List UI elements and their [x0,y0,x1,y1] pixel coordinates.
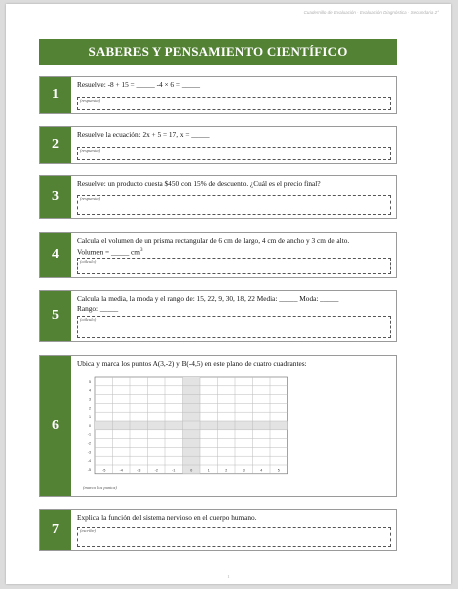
question-6 [39,355,397,497]
answer-box[interactable]: (cálculo) [77,258,391,274]
x-tick-label: -1 [172,468,176,473]
question-number: 5 [40,291,71,341]
y-tick-label: -5 [87,467,91,472]
coordinate-plane[interactable] [83,375,293,483]
y-tick-label: 0 [89,423,91,428]
question-4 [39,232,397,278]
question-text: Resuelve: un producto cuesta $450 con 15% de descuento. ¿Cuál es el precio final? [77,179,321,188]
x-axis-band [95,421,288,430]
x-tick-label: 1 [207,468,210,473]
question-number: 3 [40,176,71,218]
x-tick-label: 0 [190,468,193,473]
question-3 [39,175,397,219]
question-text-line2: Volumen = _____ $cm^3$ [77,247,143,257]
question-text: Explica la función del sistema nervioso en el cuerpo humano. [77,513,257,522]
x-tick-label: 4 [260,468,263,473]
y-tick-label: 4 [89,388,91,393]
answer-box[interactable]: (cálculo) [77,316,391,338]
y-tick-label: 5 [89,379,91,384]
question-7 [39,509,397,551]
header-note: Cuadernillo de Evaluación · Evaluación Diagnóstica · Secundaria 2° [303,10,439,15]
y-tick-label: 2 [89,406,91,411]
question-number: 2 [40,127,71,163]
question-text: Calcula la media, la moda y el rango de: 15, 22, 9, 30, 18, 22 Media: _____ Moda: _____ [77,294,339,303]
y-tick-label: -2 [87,441,91,446]
question-text: Ubica y marca los puntos A(3,-2) y B(-4,5) en este plano de cuatro cuadrantes: [77,359,307,368]
question-number: 1 [40,77,71,113]
answer-box[interactable]: (respuesta) [77,195,391,215]
y-tick-label: -3 [87,450,91,455]
section-title: SABERES Y PENSAMIENTO CIENTÍFICO [39,39,397,65]
x-tick-label: 3 [242,468,245,473]
question-number: 4 [40,233,71,277]
question-text: Calcula el volumen de un prisma rectangular de 6 cm de largo, 4 cm de ancho y 3 cm de alto. [77,236,350,245]
grid-instruction: (marca los puntos) [83,485,117,490]
answer-box[interactable]: (respuesta) [77,97,391,110]
y-tick-label: 1 [89,415,91,420]
question-1 [39,76,397,114]
x-tick-label: -4 [119,468,123,473]
answer-box[interactable]: (escribe) [77,527,391,547]
question-5 [39,290,397,342]
question-text-line2: Rango: _____ [77,304,119,313]
x-tick-label: -3 [137,468,141,473]
answer-box[interactable]: (respuesta) [77,147,391,160]
question-number: 6 [40,356,71,496]
question-number: 7 [40,510,71,550]
x-tick-label: -5 [102,468,106,473]
document-page [6,4,451,584]
y-tick-label: -1 [87,432,91,437]
x-tick-label: -2 [154,468,158,473]
coordinate-plane-svg[interactable] [83,375,293,483]
x-tick-label: 2 [225,468,228,473]
y-tick-label: 3 [89,397,91,402]
question-text: Resuelve: -8 + 15 = _____ -4 × 6 = _____ [77,80,201,89]
x-tick-label: 5 [277,468,280,473]
question-2 [39,126,397,164]
question-text: Resuelve la ecuación: 2x + 5 = 17, x = _____ [77,130,210,139]
y-tick-label: -4 [87,459,91,464]
page-number: 1 [227,574,230,579]
